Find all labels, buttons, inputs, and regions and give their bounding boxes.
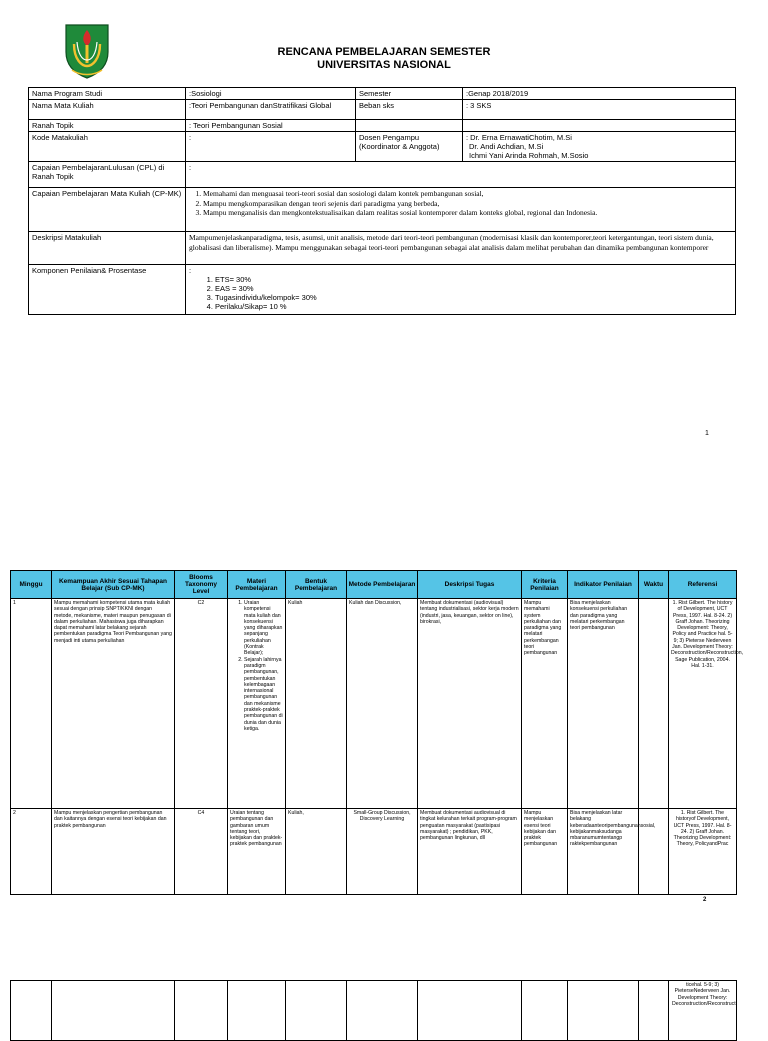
assessment-list: : 1. ETS= 30% 2. EAS = 30% 3. Tugasindividu/kelompok= 30% 4. Perilaku/Sikap= 10 % <box>186 265 736 315</box>
table-row: ticehal. 5-9; 3) PieterseNederveen Jan. Development Theory: Deconstruction/Reconstructi <box>11 981 737 1041</box>
lecturer-name: : Dr. Erna ErnawatiChotim, M.Si <box>466 133 572 142</box>
semester-label: Semester <box>356 88 463 100</box>
credits-label: Beban sks <box>356 100 463 120</box>
assessment-item: 1. ETS= 30% <box>215 275 732 284</box>
column-header: Deskripsi Tugas <box>418 571 522 599</box>
assessment-item: 3. Tugasindividu/kelompok= 30% <box>215 293 732 302</box>
course-name-label: Nama Mata Kuliah <box>29 100 186 120</box>
page-1 <box>0 0 768 450</box>
lecturer-name: Dr. Andi Achdian, M.Si <box>469 142 544 151</box>
table-row: 1 Mampu memahami kompetensi utama mata kuliah sesuai dengan prinsip SNPT/KKNI dengan metode, mekanisme, materi maupun penugasan di dalam perkuliahan. Mahasiswa juga diharapkan dapat memahami latar belakang sejarah pembentukan paradigma Teori Pembangunan yang menjadi inti utama perkuliahan C2 1. Uraian kompetensi mata kuliah dan konsekuensi yang diharapkan sepanjang perkuliahan (Kontrak Belajar); 2. Sejarah lahirnya paradigm pembangunan, pembentukan kelembagaan internasional pembangunan dan mekanisme praktek-praktek pembangunan di dunia dan dunia ketiga. Kuliah Kuliah dan Discussion, Membuat dokumentasi (audiovisual) tentang industrialisasi, sektor kerja modern (industri, jasa, keuangan, sektor on line), birokrasi, Mampu memahami system perkuliahan dan paradigma yang melatari perkembangan teori pembangunan Bisa menjelaskan konsekuensi perkuliahan dan paradigma yang melatari perkembangan teori pembangunan 1. Rist Gilbert. The history of Development, UCT Press, 1997. Hal. 8-24. 2) Graff Johan. Theorizing Development: Theory, Policy and Practice hal. 5-9; 3) Pieterse Nederveen Jan. Development Theory: Deconstruction/Reconstruction, Sage Publication, 2004. Hal. 1-31. <box>11 599 737 809</box>
course-info-table <box>28 87 736 315</box>
description-value: Mampumenjelaskanparadigma, tesis, asumsi, unit analisis, metode dari teori-teori pembangunan (modernisasi klasik dan kontemporer,teori ketergantungan, teori sistem dunia, globalisasi dan liberalisme). Mampu menggunakan sebagai teori-teori pembangunan sebagai alat analisis dalam melihat perubahan dan dinamika pembangunan kontemporer <box>186 232 736 265</box>
table-row: 2 Mampu menjelaskan pengertian pembangunan dan kaitannya dengan esensi teori kebijakan dan praktek pembangunan C4 Uraian tentang pembangunan dan gambaran umum tentang teori, kebijakan dan praktek-praktek pembangunan Kuliah, Small-Group Discussion, Discovery Learning Membuat dokumentasi audiovisual di tingkat kelurahan terkait program-program penguatan masyarakat (pastisipasi masyarakat) ; pendidikan, PKK, pembangunan lingkunan, dll Mampu menjelaskan esensi teori kebijakan dan praktek pembangunan Bisa menjelaskan latar belakang keberadaanteoripembangunansosial, kebijakanmaksudanga mbaranumumtentangp raktekpembangunan 1. Rist Gilbert. The historyof Development, UCT Press, 1997. Hal. 8-24. 2) Graff Johan. Theorizing Development: Theory, PolicyandPrac <box>11 809 737 895</box>
cpmk-item: 3. Mampu menganalisis dan mengkontekstualisaikan dalam realitas sosial kontemporer dalam konteks global, regional dan Indonesia. <box>203 208 732 218</box>
page-number: 2 <box>703 897 707 903</box>
page-2 <box>0 560 768 910</box>
cpmk-list <box>186 188 736 232</box>
lesson-plan-table-continued <box>10 980 737 1041</box>
document-title: RENCANA PEMBELAJARAN SEMESTER <box>277 46 491 58</box>
column-header: Kemampuan Akhir Sesuai Tahapan Belajar (Sub CP-MK) <box>52 571 175 599</box>
table-header-row <box>11 571 737 599</box>
semester-value: :Genap 2018/2019 <box>463 88 736 100</box>
document-subtitle: UNIVERSITAS NASIONAL <box>317 59 451 71</box>
column-header: Materi Pembelajaran <box>228 571 286 599</box>
page-number: 1 <box>705 430 709 437</box>
course-code-value: : <box>186 132 356 162</box>
cpmk-label: Capaian Pembelajaran Mata Kuliah (CP-MK) <box>29 188 186 232</box>
course-code-label: Kode Matakuliah <box>29 132 186 162</box>
assessment-item: 2. EAS = 30% <box>215 284 732 293</box>
assessment-label: Komponen Penilaian& Prosentase <box>29 265 186 315</box>
column-header: Bentuk Pembelajaran <box>286 571 347 599</box>
program-value: :Sosiologi <box>186 88 356 100</box>
cpmk-item: 1. Memahami dan menguasai teori-teori sosial dan sosiologi dalam kontek pembangunan sosial, <box>203 189 732 199</box>
lecturer-name: Ichmi Yani Arinda Rohmah, M.Sosio <box>469 151 589 160</box>
topic-value: : Teori Pembangunan Sosial <box>186 120 356 132</box>
column-header: Metode Pembelajaran <box>347 571 418 599</box>
lecturer-label: Dosen Pengampu (Koordinator & Anggota) <box>356 132 463 162</box>
page-3 <box>0 975 768 1024</box>
program-label: Nama Program Studi <box>29 88 186 100</box>
column-header: Minggu <box>11 571 52 599</box>
cpl-value: : <box>186 162 736 188</box>
description-label: Deskripsi Matakuliah <box>29 232 186 265</box>
column-header: Blooms Taxonomy Level <box>175 571 228 599</box>
assessment-item: 4. Perilaku/Sikap= 10 % <box>215 302 732 311</box>
lecturer-list <box>463 132 736 162</box>
lesson-plan-table <box>10 570 744 895</box>
cpl-label: Capaian PembelajaranLulusan (CPL) di Ranah Topik <box>29 162 186 188</box>
topic-label: Ranah Topik <box>29 120 186 132</box>
column-header: Kriteria Penilaian <box>522 571 568 599</box>
credits-value: : 3 SKS <box>463 100 736 120</box>
cpmk-item: 2. Mampu mengkomparasikan dengan teori sejenis dari paradigma yang berbeda, <box>203 199 732 209</box>
column-header: Referensi <box>669 571 737 599</box>
column-header: Indikator Penilaian <box>568 571 639 599</box>
column-header: Waktu <box>639 571 669 599</box>
course-name-value: :Teori Pembangunan danStratifikasi Global <box>186 100 356 120</box>
